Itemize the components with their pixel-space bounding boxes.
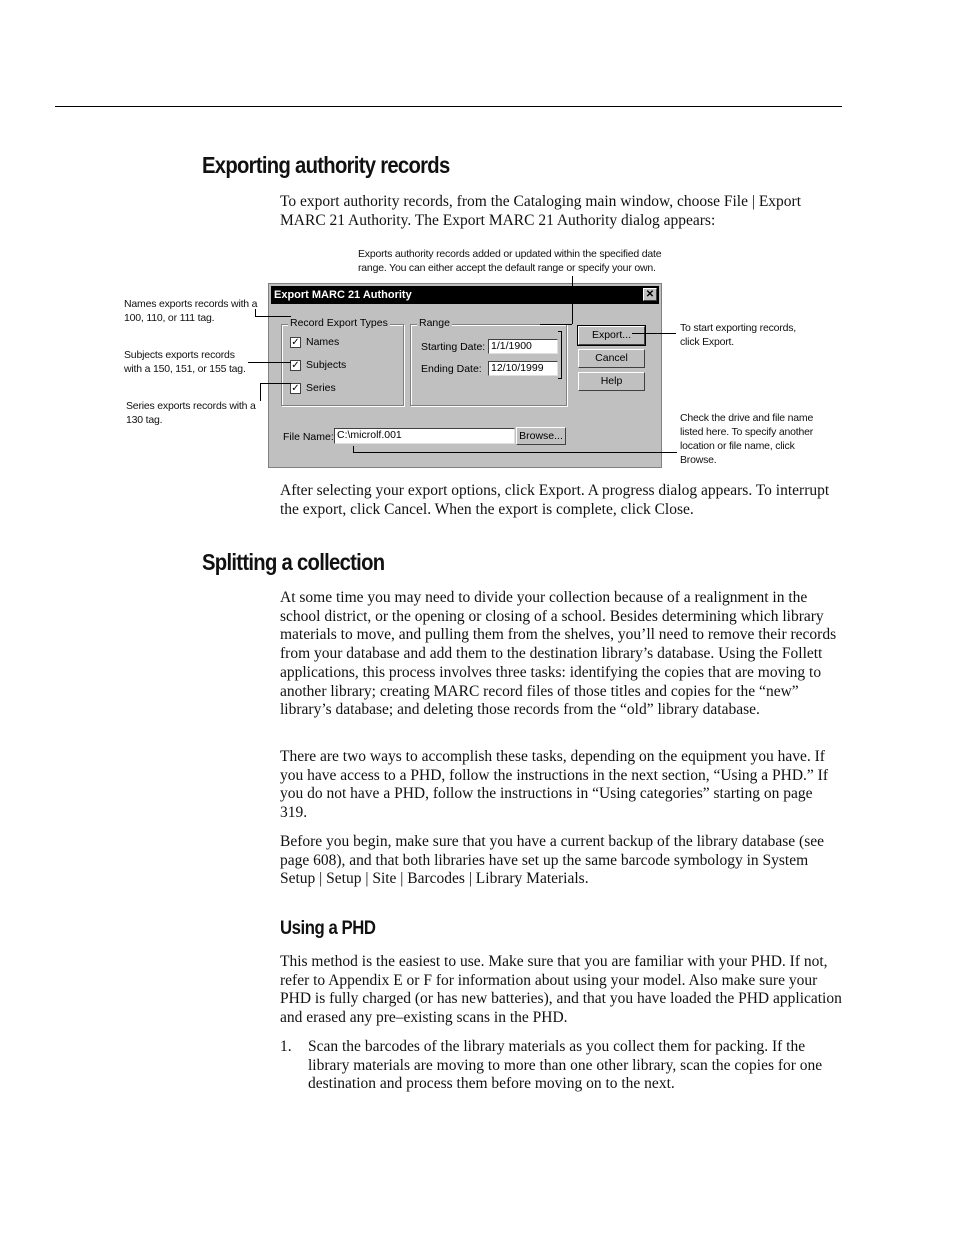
file-name-input[interactable]: C:\microlf.001 xyxy=(334,428,515,444)
ending-date-input[interactable]: 12/10/1999 xyxy=(488,361,558,376)
names-checkbox-row[interactable] xyxy=(290,335,339,349)
names-label: Names xyxy=(306,336,340,348)
dialog-title: Export MARC 21 Authority xyxy=(274,289,412,301)
ending-date-label: Ending Date: xyxy=(421,363,482,375)
splitting-paragraph-3: Before you begin, make sure that you have a current backup of the library database (see page 608), and that both libraries have set up the same barcode symbology in System Setup | Setup | Site | Barcodes | Library Materials. xyxy=(280,833,824,888)
subsection-heading-using-phd: Using a PHD xyxy=(280,918,376,939)
series-label: Series xyxy=(306,382,336,394)
section-heading-exporting: Exporting authority records xyxy=(202,152,450,178)
file-name-label: File Name: xyxy=(283,431,334,443)
section-heading-splitting: Splitting a collection xyxy=(202,549,385,575)
record-export-types-group xyxy=(281,317,404,406)
callout-range: Exports authority records added or updated within the specified date range. You can either accept the default range or specify your own. xyxy=(358,248,662,274)
leader-range-horizontal xyxy=(540,324,572,325)
starting-date-input[interactable]: 1/1/1900 xyxy=(488,339,558,354)
export-marc21-authority-dialog xyxy=(268,283,662,468)
cancel-button[interactable]: Cancel xyxy=(578,349,645,368)
callout-browse: Check the drive and file name listed here. To specify another location or file name, click Browse. xyxy=(680,412,814,466)
export-button[interactable]: Export... xyxy=(578,326,645,345)
leader-subjects xyxy=(248,362,291,363)
callout-export: To start exporting records, click Export. xyxy=(680,322,796,348)
help-button[interactable]: Help xyxy=(578,372,645,391)
series-checkbox-row[interactable] xyxy=(290,381,336,395)
record-export-types-label: Record Export Types xyxy=(290,317,388,329)
leader-series-vertical xyxy=(260,383,261,401)
range-group xyxy=(410,317,567,406)
leader-browse-horizontal xyxy=(353,452,677,453)
splitting-paragraph-1: At some time you may need to divide your collection because of a realignment in the school district, or the opening or closing of a school. Besides determining which library materials to move, and pulling them from the shelves, you’ll need to remove their records from your database and add them to the destination library’s database. Using the Follett applications, this process involves three tasks: identifying the copies that are moving to another library; creating MARC record files of those titles and copies for the “new” library’s database; and deleting those records from the “old” library database. xyxy=(280,589,837,719)
leader-range-vertical xyxy=(572,276,573,324)
subjects-checkbox[interactable]: ✓ xyxy=(291,359,300,371)
series-checkbox[interactable]: ✓ xyxy=(291,382,300,394)
leader-names-vertical xyxy=(255,309,256,316)
subjects-checkbox-row[interactable] xyxy=(290,358,346,372)
starting-date-label: Starting Date: xyxy=(421,341,486,353)
step-1-number: 1. xyxy=(280,1038,292,1055)
subjects-label: Subjects xyxy=(306,359,347,371)
header-rule xyxy=(55,106,842,107)
using-phd-paragraph: This method is the easiest to use. Make sure that you are familiar with your PHD. If not, refer to Appendix E or F for information about using your model. Also make sure your PHD is fully charged (or has new batteries), and that you have loaded the PHD application and erased any pre–existing scans in the PHD. xyxy=(280,953,842,1027)
leader-names-horizontal xyxy=(255,316,291,317)
range-label: Range xyxy=(419,317,450,329)
callout-names: Names exports records with a 100, 110, or 111 tag. xyxy=(124,298,258,324)
step-1-text: Scan the barcodes of the library materials as you collect them for packing. If the library materials are moving to more than one other library, scan the copies for one destination and process them before moving on to the next. xyxy=(308,1038,823,1093)
exporting-intro: To export authority records, from the Cataloging main window, choose File | Export MARC 21 Authority. The Export MARC 21 Authority dialog appears: xyxy=(280,193,802,229)
exporting-after: After selecting your export options, click Export. A progress dialog appears. To interrupt the export, click Cancel. When the export is complete, click Close. xyxy=(280,482,830,518)
callout-series: Series exports records with a 130 tag. xyxy=(126,400,256,426)
leader-range-bracket xyxy=(558,331,562,379)
browse-button[interactable]: Browse... xyxy=(516,427,566,445)
splitting-paragraph-2: There are two ways to accomplish these tasks, depending on the equipment you have. If you have access to a PHD, follow the instructions in the next section, “Using a PHD.” If you do not have a PHD, follow the instructions in “Using categories” starting on page 319. xyxy=(280,748,828,822)
leader-series-horizontal xyxy=(260,383,291,384)
dialog-titlebar xyxy=(271,286,659,304)
close-icon[interactable]: ✕ xyxy=(643,288,657,301)
callout-subjects: Subjects exports records with a 150, 151, or 155 tag. xyxy=(124,349,246,375)
names-checkbox[interactable]: ✓ xyxy=(291,336,300,348)
leader-export xyxy=(632,333,676,334)
